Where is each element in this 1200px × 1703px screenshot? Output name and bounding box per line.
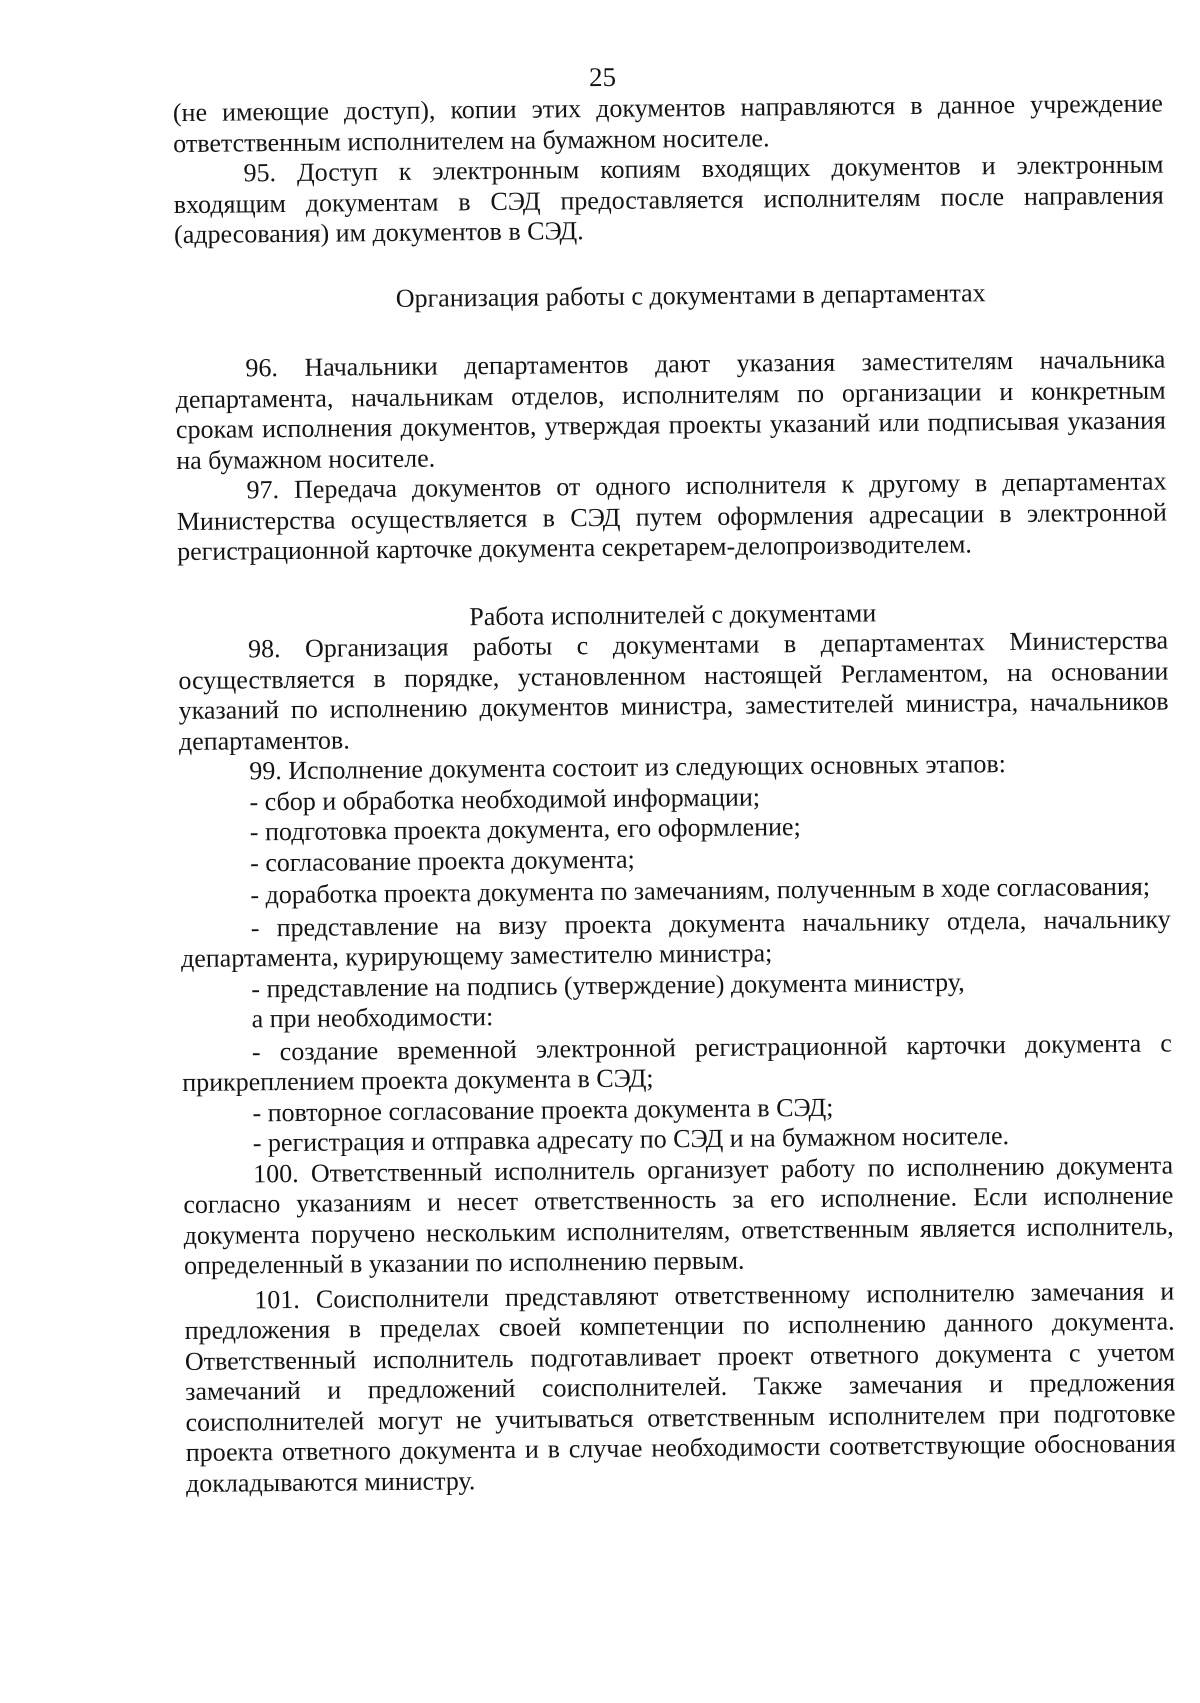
paragraph-98: 98. Организация работы с документами в департаментах Министерства осуществляется в порядке, установленном настоящей Регламентом, на основании указаний по исполнению документов министра, заместителей министра, начальников департаментов. <box>178 625 1169 756</box>
list-item-step: - доработка проекта документа по замечаниям, полученным в ходе согласования; <box>250 871 1151 910</box>
list-item-extra-step: - повторное согласование проекта документа в СЭД; <box>252 1092 834 1127</box>
list-item-step: - сбор и обработка необходимой информации; <box>249 781 761 816</box>
list-item-step: - представление на визу проекта документа начальнику отдела, начальнику департамента, курирующему заместителю министра; <box>180 904 1171 974</box>
list-item-step: - подготовка проекта документа, его оформление; <box>249 812 801 847</box>
paragraph-96: 96. Начальники департаментов дают указания заместителям начальника департамента, начальникам отделов, исполнителям по организации и конкретным срокам исполнения документов, утверждая проекты указаний или подписывая указания на бумажном носителе. <box>175 344 1167 475</box>
paragraph-intro-continuation: (не имеющие доступ), копии этих документов направляются в данное учреждение ответственным исполнителем на бумажном носителе. <box>172 88 1164 158</box>
paragraph-100: 100. Ответственный исполнитель организует работу по исполнению документа согласно указаниям и несет ответственность за его исполнение. Если исполнение документа поручено нескольким исполнителям, ответственным является исполнитель, определенный в указании по исполнению первым. <box>183 1150 1174 1281</box>
list-item-extra-step: - регистрация и отправка адресату по СЭД и на бумажном носителе. <box>252 1121 1010 1158</box>
paragraph-101: 101. Соисполнители представляют ответственному исполнителю замечания и предложения в пределах своей компетенции по исполнению данного документа. Ответственный исполнитель подготавливает проект ответного документа с учетом замечаний и предложений соисполнителей. Также замечания и предложения соисполнителей могут не учитываться ответственным исполнителем при подготовке проекта ответного документа и в случае необходимости соответствующие обоснования докладываются министру. <box>184 1276 1176 1498</box>
page-number: 25 <box>588 61 617 93</box>
list-item-extra-step: - создание временной электронной регистрационной карточки документа с прикреплением проекта документа в СЭД; <box>182 1028 1173 1098</box>
if-needed-label: а при необходимости: <box>251 1002 494 1034</box>
list-item-step: - согласование проекта документа; <box>249 844 635 877</box>
section-heading-departments: Организация работы с документами в департаментах <box>395 277 986 313</box>
paragraph-99: 99. Исполнение документа состоит из следующих основных этапов: <box>249 749 1007 786</box>
paragraph-97: 97. Передача документов от одного исполнителя к другому в департаментах Министерства осуществляется в СЭД путем оформления адресации в электронной регистрационной карточке документа секретарем-делопроизводителем. <box>176 466 1167 567</box>
section-heading-executors: Работа исполнителей с документами <box>469 597 877 631</box>
list-item-step: - представление на подпись (утверждение) документа министру, <box>251 967 965 1003</box>
document-body <box>173 89 1176 1499</box>
paragraph-95: 95. Доступ к электронным копиям входящих документов и электронным входящим документам в СЭД предоставляется исполнителям после направления (адресования) им документов в СЭД. <box>173 149 1164 250</box>
